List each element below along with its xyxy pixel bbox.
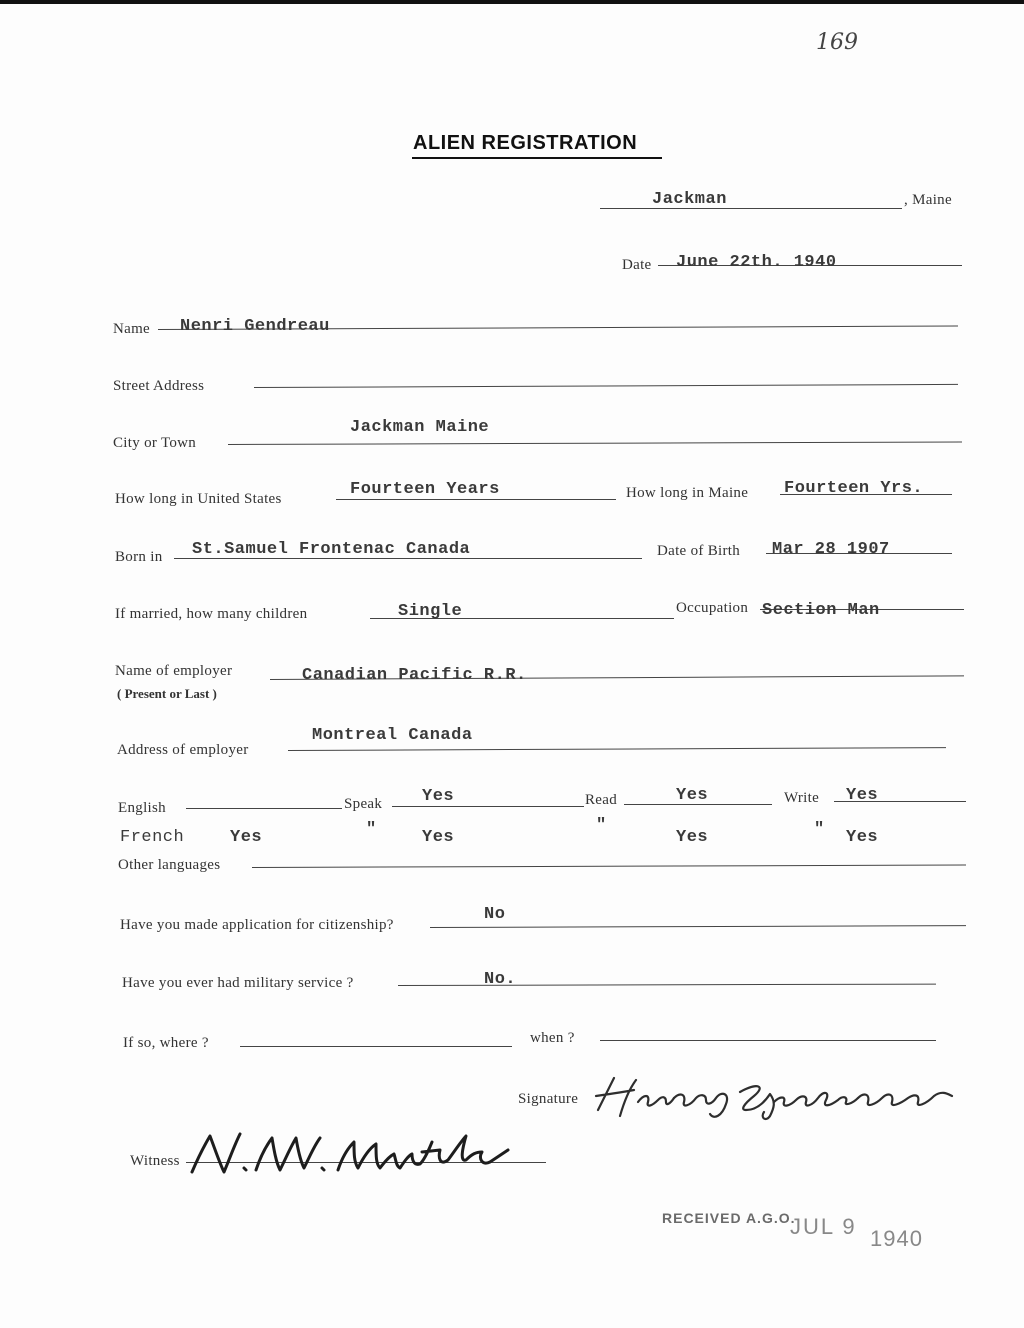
where-label: If so, where ? xyxy=(123,1035,209,1051)
name-value: Nenri Gendreau xyxy=(180,317,330,336)
occupation-value: Section Man xyxy=(762,601,880,620)
occupation-label: Occupation xyxy=(676,600,749,616)
citizenship-line xyxy=(430,925,966,928)
when-label: when ? xyxy=(530,1030,575,1046)
employer-address-value: Montreal Canada xyxy=(312,726,473,745)
city-label: City or Town xyxy=(113,435,197,451)
write-label: Write xyxy=(784,790,820,806)
military-line xyxy=(398,984,936,986)
received-stamp-label: RECEIVED A.G.O. xyxy=(662,1210,796,1226)
state-label: , Maine xyxy=(904,192,952,208)
employer-address-line xyxy=(288,747,946,751)
form-title: ALIEN REGISTRATION xyxy=(413,132,638,154)
where-line xyxy=(240,1046,512,1047)
date-value: June 22th. 1940 xyxy=(676,253,837,272)
employer-sublabel: ( Present or Last ) xyxy=(117,686,217,701)
french-label: French xyxy=(120,828,185,847)
dob-label: Date of Birth xyxy=(657,543,741,559)
french-speak-value: Yes xyxy=(422,828,455,847)
french-value: Yes xyxy=(230,828,263,847)
citizenship-value: No xyxy=(484,905,506,924)
english-speak-value: Yes xyxy=(422,787,455,806)
signature-label: Signature xyxy=(518,1091,579,1107)
ditto-mark-speak: " xyxy=(366,820,377,839)
military-value: No. xyxy=(484,970,517,989)
children-label: If married, how many children xyxy=(115,606,308,622)
town-value: Jackman xyxy=(652,190,727,209)
speak-label: Speak xyxy=(344,796,383,812)
us-duration-label: How long in United States xyxy=(115,491,282,507)
name-label: Name xyxy=(113,321,151,337)
us-duration-line xyxy=(336,499,616,500)
maine-duration-label: How long in Maine xyxy=(626,485,749,501)
page-number: 169 xyxy=(816,30,858,55)
received-stamp-year: 1940 xyxy=(870,1226,923,1251)
town-line xyxy=(600,208,902,209)
received-stamp-date: JUL 9 xyxy=(790,1214,857,1239)
when-line xyxy=(600,1040,936,1041)
street-label: Street Address xyxy=(113,378,205,394)
military-label: Have you ever had military service ? xyxy=(122,975,354,991)
speak-line xyxy=(392,806,584,807)
street-line xyxy=(254,384,958,388)
dob-value: Mar 28 1907 xyxy=(772,540,890,559)
maine-duration-value: Fourteen Yrs. xyxy=(784,479,924,498)
born-label: Born in xyxy=(115,549,163,565)
witness-signature-image xyxy=(186,1130,516,1175)
city-value: Jackman Maine xyxy=(350,418,490,437)
ditto-mark-write: " xyxy=(814,820,825,839)
employer-address-label: Address of employer xyxy=(117,742,249,758)
date-label: Date xyxy=(622,257,652,273)
scan-top-edge xyxy=(0,0,1024,4)
french-write-value: Yes xyxy=(846,828,879,847)
city-line xyxy=(228,441,962,445)
english-write-value: Yes xyxy=(846,786,879,805)
english-label: English xyxy=(118,800,166,816)
read-label: Read xyxy=(585,792,618,808)
french-read-value: Yes xyxy=(676,828,709,847)
other-languages-label: Other languages xyxy=(118,857,221,873)
children-value: Single xyxy=(398,602,463,621)
citizenship-label: Have you made application for citizenship? xyxy=(120,917,394,933)
employer-value: Canadian Pacific R.R. xyxy=(302,666,527,685)
title-underline xyxy=(412,157,662,159)
ditto-mark-read: " xyxy=(596,816,607,835)
other-languages-line xyxy=(252,865,966,868)
us-duration-value: Fourteen Years xyxy=(350,480,500,499)
witness-label: Witness xyxy=(130,1153,180,1169)
english-line xyxy=(186,808,342,809)
employer-label: Name of employer xyxy=(115,663,233,679)
born-value: St.Samuel Frontenac Canada xyxy=(192,540,471,559)
signature-image xyxy=(590,1072,960,1122)
english-read-value: Yes xyxy=(676,786,709,805)
